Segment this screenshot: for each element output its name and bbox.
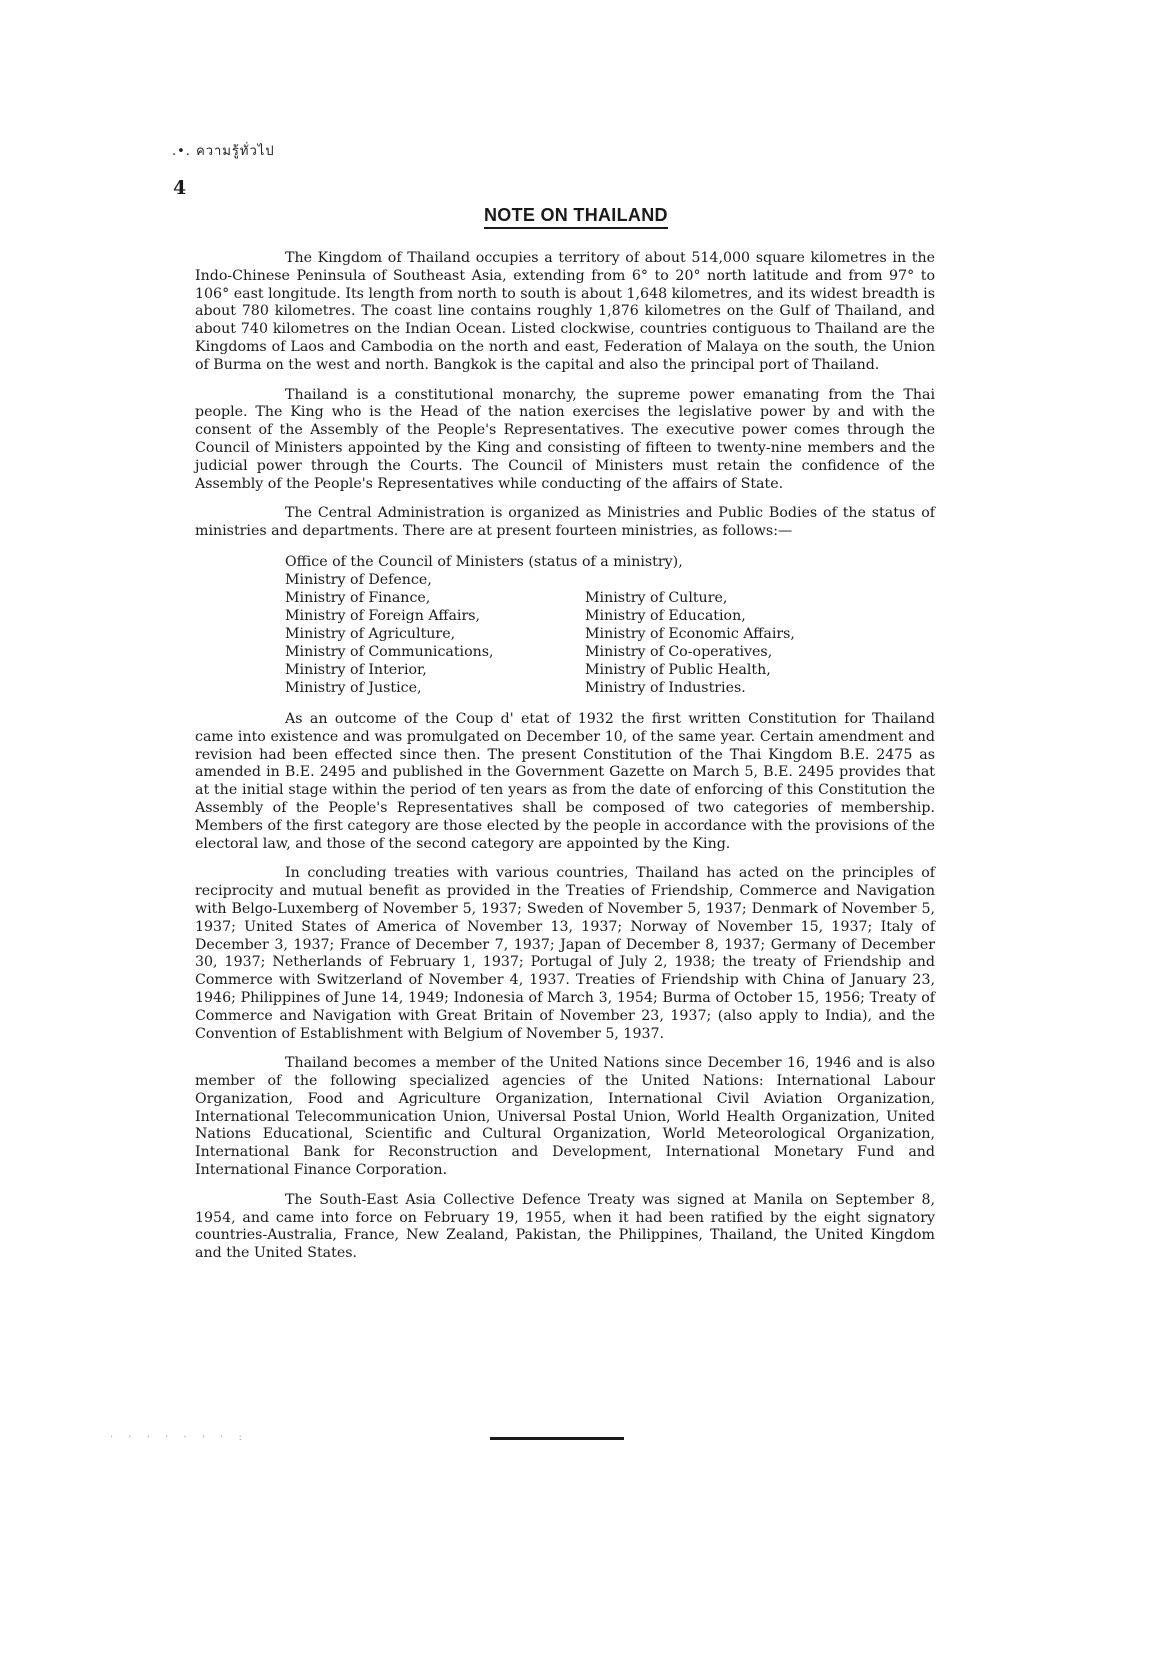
ministry-item: Ministry of Economic Affairs, (585, 625, 795, 642)
ministry-item: Ministry of Public Health, (585, 661, 771, 678)
paragraph-seato: The South-East Asia Collective Defence Treaty was signed at Manila on September 8, 1954, and came into force on February 19, 1955, when it had been ratified by the eight signatory countries-Australia, France, New Zealand, Pakistan, the Philippines, Thailand, the United Kingdom and the United States. (195, 1191, 935, 1262)
ministry-item: Ministry of Foreign Affairs, (285, 607, 481, 624)
ministry-item (585, 571, 885, 589)
paragraph-geography: The Kingdom of Thailand occupies a territory of about 514,000 square kilometres in the Indo-Chinese Peninsula of Southeast Asia, extending from 6° to 20° north latitude and from 97° to 106° east longitude. Its length from north to south is about 1,648 kilometres, and its widest breadth is about 780 kilometres. The coast line contains roughly 1,876 kilometres on the Gulf of Thailand, and about 740 kilometres on the Indian Ocean. Listed clockwise, countries contiguous to Thailand are the Kingdoms of Laos and Cambodia on the north and east, Federation of Malaya on the south, the Union of Burma on the west and north. Bangkok is the capital and also the principal port of Thailand. (195, 250, 935, 373)
ministry-item: Ministry of Industries. (585, 679, 746, 696)
ministry-item: Ministry of Defence, (285, 571, 432, 588)
ministry-item: Ministry of Culture, (585, 589, 728, 606)
paragraph-government: Thailand is a constitutional monarchy, the supreme power emanating from the Thai people. The King who is the Head of the nation exercises the legislative power by and with the consent of the Assembly of the People's Representatives. The executive power comes through the Council of Ministers appointed by the King and consisting of fifteen to twenty-nine members and the judicial power through the Courts. The Council of Ministers must retain the confidence of the Assembly of the People's Representatives while conducting of the affairs of State. (195, 386, 935, 492)
page-title: NOTE ON THAILAND (484, 205, 668, 229)
ministry-item: Ministry of Communications, (285, 643, 494, 660)
closing-rule (490, 1437, 624, 1440)
page-number: 4 (173, 177, 187, 199)
paragraph-treaties: In concluding treaties with various countries, Thailand has acted on the principles of reciprocity and mutual benefit as provided in the Treaties of Friendship, Commerce and Navigation with Belgo-Luxemberg of November 5, 1937; Sweden of November 5, 1937; Denmark of November 5, 1937; United States of America of November 13, 1937; Norway of November 15, 1937; Italy of December 3, 1937; France of December 7, 1937; Japan of December 8, 1937; Germany of December 30, 1937; Netherlands of February 1, 1937; Portugal of July 2, 1938; the treaty of Friendship and Commerce with Switzerland of November 4, 1937. Treaties of Friendship with China of January 23, 1946; Philippines of June 14, 1949; Indonesia of March 3, 1954; Burma of October 15, 1956; Treaty of Commerce and Navigation with Great Britain of November 23, 1937; (also apply to India), and the Convention of Establishment with Belgium of November 5, 1937. (195, 865, 935, 1042)
scan-specks: · · · · · · · : (110, 1432, 248, 1443)
paragraph-united-nations: Thailand becomes a member of the United Nations since December 16, 1946 and is also member of the following specialized agencies of the United Nations: International Labour Organization, Food and Agriculture Organization, International Civil Aviation Organization, International Telecommunication Union, Universal Postal Union, World Health Organization, United Nations Educational, Scientific and Cultural Organization, World Meteorological Organization, International Bank for Reconstruction and Development, International Monetary Fund and International Finance Corporation. (195, 1055, 935, 1179)
running-head: .•. ความรู้ทั่วไป (172, 144, 275, 159)
ministry-item: Ministry of Justice, (285, 679, 422, 696)
paragraph-constitution: As an outcome of the Coup d' etat of 1932 the first written Constitution for Thailand came into existence and was promulgated on December 10, of the same year. Certain amendment and revision had been effected since then. The present Constitution of the Thai Kingdom B.E. 2475 as amended in B.E. 2495 and published in the Government Gazette on March 5, B.E. 2495 provides that at the initial stage within the period of ten years as from the date of enforcing of this Constitution the Assembly of the People's Representatives shall be composed of two categories of membership. Members of the first category are those elected by the people in accordance with the provisions of the electoral law, and those of the second category are appointed by the King. (195, 710, 935, 852)
ministry-item: Ministry of Co-operatives, (585, 643, 773, 660)
ministry-item: Ministry of Finance, (285, 589, 431, 606)
ministry-item: Ministry of Agriculture, (285, 625, 456, 642)
ministry-item: Ministry of Education, (585, 607, 746, 624)
document-body (195, 250, 935, 1275)
ministry-item: Ministry of Interior, (285, 661, 427, 678)
ministries-list (285, 553, 935, 697)
paragraph-administration: The Central Administration is organized as Ministries and Public Bodies of the status of ministries and departments. There are at present fourteen ministries, as follows:— (195, 505, 935, 540)
ministry-item: Office of the Council of Ministers (status of a ministry), (285, 553, 683, 570)
